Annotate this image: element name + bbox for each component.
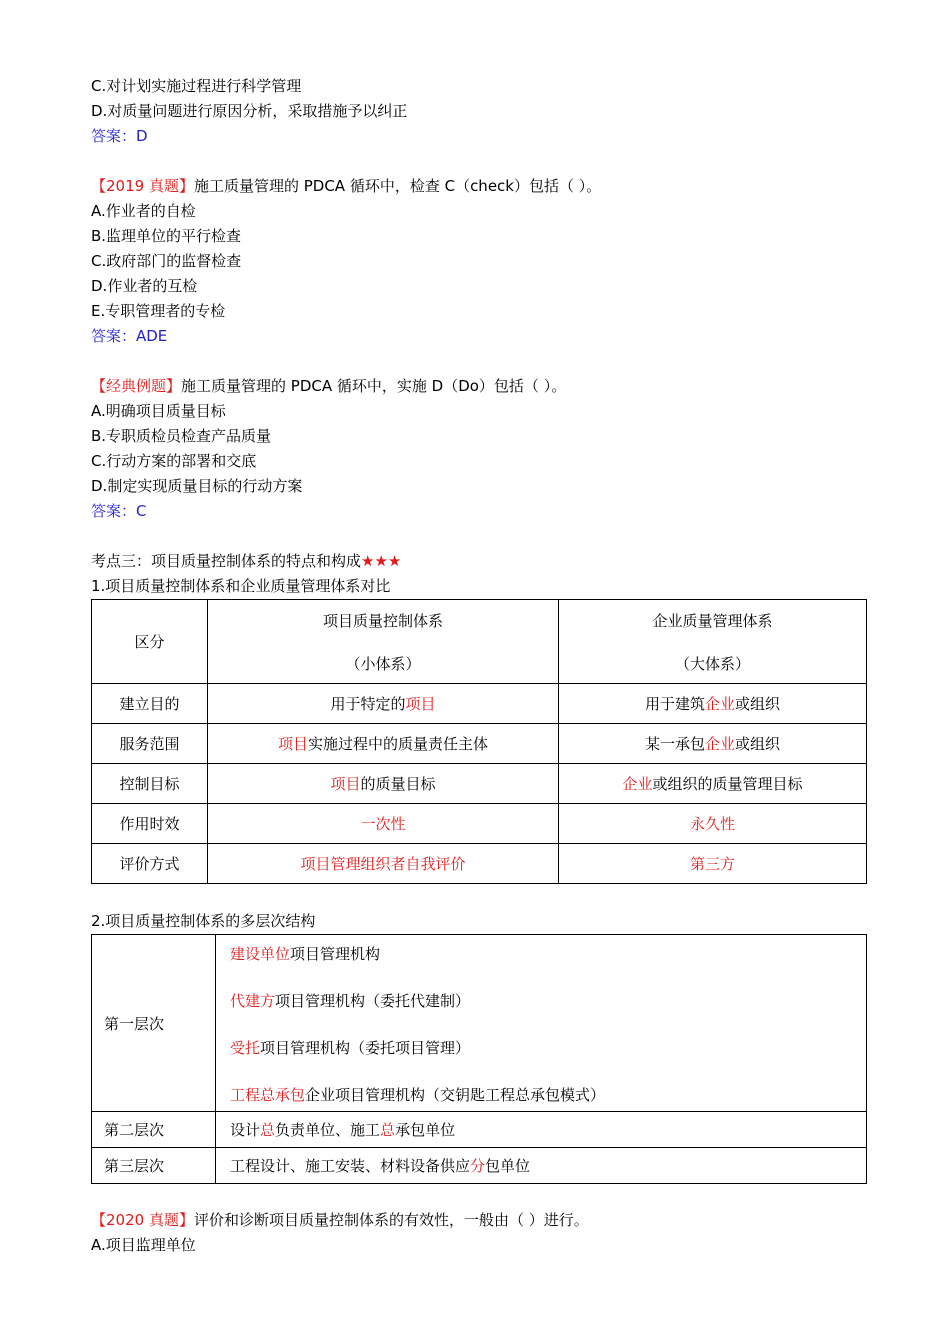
highlight-text: 工程总承包 bbox=[230, 1086, 306, 1104]
header-top: 项目质量控制体系 bbox=[322, 611, 443, 630]
option-a: A.项目监理单位 bbox=[91, 1236, 196, 1254]
table-row bbox=[92, 764, 867, 804]
highlight-text: 企业 bbox=[704, 735, 735, 753]
highlight-text: 受托 bbox=[230, 1039, 261, 1057]
header-cell bbox=[559, 600, 867, 684]
answer: 答案：C bbox=[91, 502, 147, 520]
question-tag: 【经典例题】 bbox=[91, 377, 182, 395]
highlight-text: 总 bbox=[380, 1121, 396, 1139]
table-cell: 项目管理组织者自我评价 bbox=[208, 844, 559, 884]
row-label: 评价方式 bbox=[92, 844, 208, 884]
subsection-1-title: 1.项目质量控制体系和企业质量管理体系对比 bbox=[91, 577, 391, 595]
option-e: E.专职管理者的专检 bbox=[91, 302, 226, 320]
table-row bbox=[92, 1148, 867, 1184]
cell-text: 用于特定的 bbox=[330, 695, 406, 713]
answer: 答案：ADE bbox=[91, 327, 168, 345]
highlight-text: 企业 bbox=[622, 775, 653, 793]
header-top: 企业质量管理体系 bbox=[652, 611, 773, 630]
header-cell bbox=[208, 600, 559, 684]
option-b: B.专职质检员检查产品质量 bbox=[91, 427, 272, 445]
table-cell: 一次性 bbox=[208, 804, 559, 844]
table-row bbox=[92, 724, 867, 764]
cell-text: 项目管理机构 bbox=[290, 945, 381, 963]
row-label: 第二层次 bbox=[92, 1112, 216, 1148]
table-cell bbox=[559, 724, 867, 764]
header-cell: 区分 bbox=[92, 600, 208, 684]
table-cell bbox=[559, 764, 867, 804]
cell-text: 承包单位 bbox=[395, 1121, 456, 1139]
question-classic bbox=[91, 374, 866, 399]
level-item bbox=[230, 1035, 866, 1082]
cell-text: 企业项目管理机构（交钥匙工程总承包模式） bbox=[305, 1086, 606, 1104]
section-title-text: 考点三：项目质量控制体系的特点和构成 bbox=[91, 552, 362, 570]
highlight-text: 项目 bbox=[405, 695, 436, 713]
option-b: B.监理单位的平行检查 bbox=[91, 227, 242, 245]
table-cell bbox=[208, 724, 559, 764]
option-d: D.制定实现质量目标的行动方案 bbox=[91, 477, 303, 495]
option-a: A.作业者的自检 bbox=[91, 202, 196, 220]
level-item bbox=[230, 988, 866, 1035]
cell-text: 的质量目标 bbox=[360, 775, 436, 793]
table-cell: 永久性 bbox=[559, 804, 867, 844]
level-table bbox=[91, 934, 867, 1184]
highlight-text: 建设单位 bbox=[230, 945, 291, 963]
table-row bbox=[92, 684, 867, 724]
table-cell bbox=[216, 935, 867, 1112]
header-bottom: （大体系） bbox=[674, 654, 750, 673]
option-c: C.行动方案的部署和交底 bbox=[91, 452, 257, 470]
cell-text: 项目管理机构（委托项目管理） bbox=[260, 1039, 471, 1057]
table-cell: 第三方 bbox=[559, 844, 867, 884]
highlight-text: 总 bbox=[260, 1121, 276, 1139]
table-cell bbox=[208, 684, 559, 724]
highlight-text: 项目 bbox=[330, 775, 361, 793]
cell-text: 包单位 bbox=[485, 1157, 531, 1175]
question-stem: 施工质量管理的 PDCA 循环中，实施 D（Do）包括（ ）。 bbox=[181, 377, 567, 395]
comparison-table bbox=[91, 599, 867, 884]
cell-text: 或组织 bbox=[735, 735, 781, 753]
level-item bbox=[230, 1082, 866, 1110]
highlight-text: 企业 bbox=[704, 695, 735, 713]
question-tag: 【2020 真题】 bbox=[91, 1211, 194, 1229]
table-cell bbox=[216, 1112, 867, 1148]
cell-text: 用于建筑 bbox=[644, 695, 705, 713]
question-stem: 评价和诊断项目质量控制体系的有效性，一般由（ ）进行。 bbox=[193, 1211, 589, 1229]
section-title bbox=[91, 549, 866, 574]
highlight-text: 分 bbox=[470, 1157, 486, 1175]
cell-text: 某一承包 bbox=[644, 735, 705, 753]
highlight-text: 代建方 bbox=[230, 992, 276, 1010]
cell-text: 项目管理机构（委托代建制） bbox=[275, 992, 471, 1010]
question-tag: 【2019 真题】 bbox=[91, 177, 194, 195]
cell-text: 实施过程中的质量责任主体 bbox=[308, 735, 489, 753]
row-label: 控制目标 bbox=[92, 764, 208, 804]
table-row bbox=[92, 1112, 867, 1148]
header-bottom: （小体系） bbox=[345, 654, 421, 673]
question-2020 bbox=[91, 1208, 866, 1233]
table-header-row bbox=[92, 600, 867, 684]
option-d: D.对质量问题进行原因分析，采取措施予以纠正 bbox=[91, 102, 408, 120]
answer: 答案：D bbox=[91, 127, 148, 145]
row-label: 服务范围 bbox=[92, 724, 208, 764]
cell-text: 设计 bbox=[230, 1121, 261, 1139]
cell-text: 或组织的质量管理目标 bbox=[652, 775, 803, 793]
level-item bbox=[230, 941, 866, 988]
row-label: 建立目的 bbox=[92, 684, 208, 724]
question-2019 bbox=[91, 174, 866, 199]
option-d: D.作业者的互检 bbox=[91, 277, 198, 295]
table-row bbox=[92, 844, 867, 884]
table-cell bbox=[216, 1148, 867, 1184]
cell-text: 工程设计、施工安装、材料设备供应 bbox=[230, 1157, 471, 1175]
table-cell bbox=[208, 764, 559, 804]
star-rating-icon: ★★★ bbox=[361, 552, 402, 570]
highlight-text: 项目 bbox=[277, 735, 308, 753]
table-row bbox=[92, 935, 867, 1112]
question-stem: 施工质量管理的 PDCA 循环中，检查 C（check）包括（ ）。 bbox=[193, 177, 602, 195]
document-page bbox=[91, 74, 866, 1258]
row-label: 第三层次 bbox=[92, 1148, 216, 1184]
option-c: C.对计划实施过程进行科学管理 bbox=[91, 77, 302, 95]
row-label: 作用时效 bbox=[92, 804, 208, 844]
table-row bbox=[92, 804, 867, 844]
option-a: A.明确项目质量目标 bbox=[91, 402, 226, 420]
table-cell bbox=[559, 684, 867, 724]
subsection-2-title: 2.项目质量控制体系的多层次结构 bbox=[91, 912, 316, 930]
cell-text: 或组织 bbox=[735, 695, 781, 713]
row-label: 第一层次 bbox=[92, 935, 216, 1112]
option-c: C.政府部门的监督检查 bbox=[91, 252, 242, 270]
cell-text: 负责单位、施工 bbox=[275, 1121, 381, 1139]
